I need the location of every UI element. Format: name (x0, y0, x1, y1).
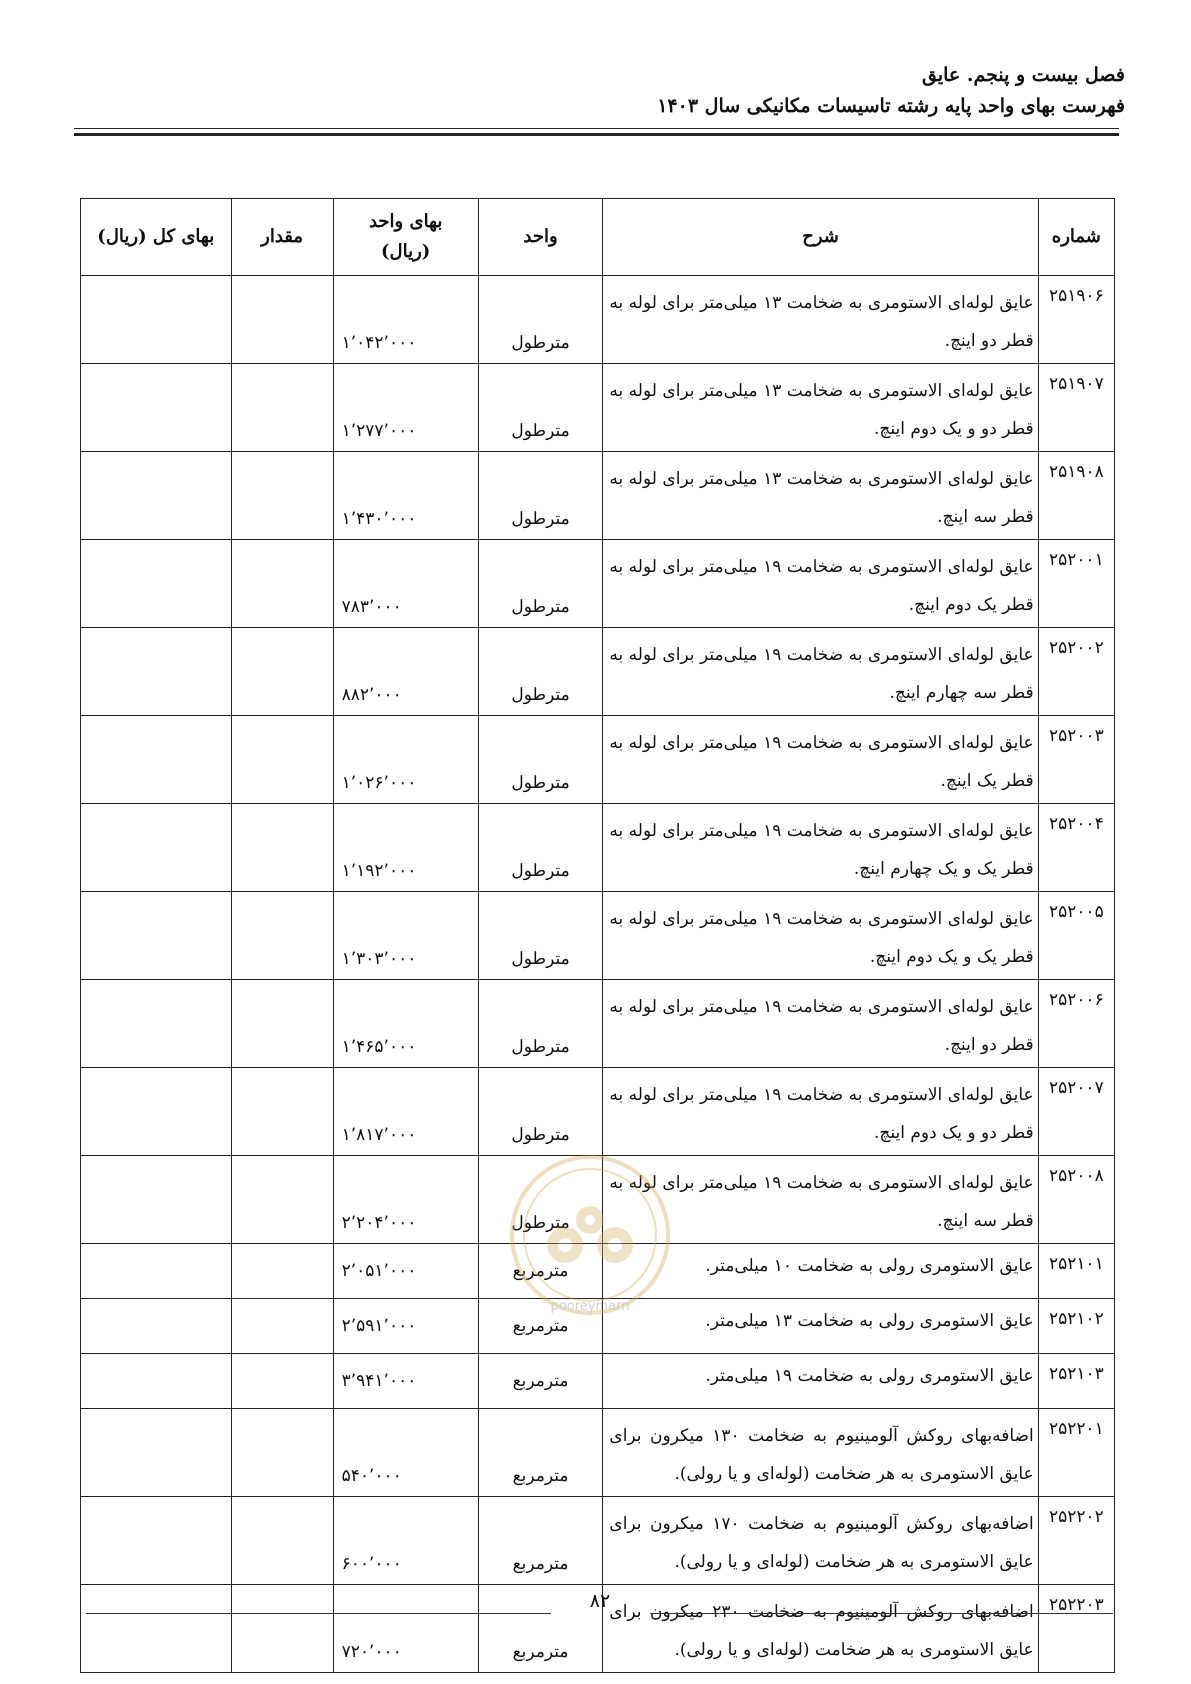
col-header-desc: شرح (603, 199, 1038, 276)
page-number: ۸۲ (589, 1590, 611, 1612)
col-header-code: شماره (1038, 199, 1114, 276)
table-row (81, 1354, 1115, 1409)
item-unit-price: ۱٬۰۲۶٬۰۰۰ (333, 716, 478, 804)
chapter-title: فصل بیست و پنجم. عایق (921, 64, 1125, 86)
item-unit-price: ۳٬۹۴۱٬۰۰۰ (333, 1354, 478, 1409)
item-unit-price: ۱٬۸۱۷٬۰۰۰ (333, 1068, 478, 1156)
item-description: عایق الاستومری رولی به ضخامت ۱۹ میلی‌متر. (603, 1354, 1038, 1409)
item-total (81, 628, 232, 716)
item-description: اضافه‌بهای روکش آلومینیوم به ضخامت ۱۷۰ میکرون برای عایق الاستومری به هر ضخامت (لوله‌ای و یا رولی). (603, 1497, 1038, 1585)
item-unit: مترمربع (478, 1585, 603, 1673)
col-header-unit-price-label: بهای واحد (368, 211, 443, 232)
table-row (81, 1068, 1115, 1156)
table-row (81, 804, 1115, 892)
item-total (81, 804, 232, 892)
item-description: عایق لوله‌ای الاستومری به ضخامت ۱۹ میلی‌متر برای لوله به قطر سه اینچ. (603, 1156, 1038, 1244)
item-qty (231, 1156, 333, 1244)
item-description: عایق لوله‌ای الاستومری به ضخامت ۱۹ میلی‌متر برای لوله به قطر سه چهارم اینچ. (603, 628, 1038, 716)
item-unit-price: ۷۸۳٬۰۰۰ (333, 540, 478, 628)
item-unit: مترمربع (478, 1244, 603, 1299)
page-header (657, 60, 1125, 122)
col-header-unit: واحد (478, 199, 603, 276)
item-unit: مترطول (478, 716, 603, 804)
item-unit-price: ۱٬۴۳۰٬۰۰۰ (333, 452, 478, 540)
item-qty (231, 1244, 333, 1299)
item-total (81, 364, 232, 452)
item-unit: مترطول (478, 1068, 603, 1156)
item-total (81, 1244, 232, 1299)
item-unit-price: ۱٬۲۷۷٬۰۰۰ (333, 364, 478, 452)
item-unit: مترطول (478, 980, 603, 1068)
item-description: عایق لوله‌ای الاستومری به ضخامت ۱۹ میلی‌متر برای لوله به قطر یک و یک دوم اینچ. (603, 892, 1038, 980)
table-row (81, 540, 1115, 628)
item-unit: مترمربع (478, 1497, 603, 1585)
item-total (81, 1585, 232, 1673)
item-unit-price: ۷۲۰٬۰۰۰ (333, 1585, 478, 1673)
item-qty (231, 980, 333, 1068)
item-description: عایق لوله‌ای الاستومری به ضخامت ۱۹ میلی‌متر برای لوله به قطر دو و یک دوم اینچ. (603, 1068, 1038, 1156)
item-code: ۲۵۱۹۰۷ (1038, 364, 1114, 452)
item-unit: مترمربع (478, 1354, 603, 1409)
item-code: ۲۵۲۰۰۸ (1038, 1156, 1114, 1244)
item-qty (231, 540, 333, 628)
item-code: ۲۵۲۱۰۲ (1038, 1299, 1114, 1354)
item-code: ۲۵۲۰۰۷ (1038, 1068, 1114, 1156)
item-qty (231, 276, 333, 364)
item-qty (231, 452, 333, 540)
item-code: ۲۵۲۰۰۲ (1038, 628, 1114, 716)
item-code: ۲۵۱۹۰۶ (1038, 276, 1114, 364)
table-header-row (81, 199, 1115, 276)
item-code: ۲۵۲۲۰۳ (1038, 1585, 1114, 1673)
item-unit: مترطول (478, 804, 603, 892)
table-row (81, 452, 1115, 540)
item-total (81, 980, 232, 1068)
item-total (81, 1497, 232, 1585)
item-code: ۲۵۱۹۰۸ (1038, 452, 1114, 540)
item-code: ۲۵۲۰۰۴ (1038, 804, 1114, 892)
item-qty (231, 1585, 333, 1673)
header-rule-thin (74, 128, 1119, 129)
item-description: عایق لوله‌ای الاستومری به ضخامت ۱۳ میلی‌متر برای لوله به قطر دو اینچ. (603, 276, 1038, 364)
item-unit: مترطول (478, 540, 603, 628)
item-qty (231, 1354, 333, 1409)
item-code: ۲۵۲۲۰۲ (1038, 1497, 1114, 1585)
table-row (81, 892, 1115, 980)
item-description: عایق الاستومری رولی به ضخامت ۱۳ میلی‌متر. (603, 1299, 1038, 1354)
table-row (81, 1299, 1115, 1354)
item-description: عایق لوله‌ای الاستومری به ضخامت ۱۹ میلی‌متر برای لوله به قطر دو اینچ. (603, 980, 1038, 1068)
item-description: اضافه‌بهای روکش آلومینیوم به ضخامت ۱۳۰ میکرون برای عایق الاستومری به هر ضخامت (لوله‌ای و یا رولی). (603, 1409, 1038, 1497)
item-unit: مترطول (478, 1156, 603, 1244)
item-total (81, 540, 232, 628)
table-row (81, 716, 1115, 804)
item-qty (231, 364, 333, 452)
item-unit-price: ۱٬۴۶۵٬۰۰۰ (333, 980, 478, 1068)
price-table (80, 198, 1115, 1673)
col-header-unit-price-sub: (ریال) (381, 241, 431, 262)
item-unit: مترطول (478, 364, 603, 452)
item-description: عایق لوله‌ای الاستومری به ضخامت ۱۳ میلی‌متر برای لوله به قطر سه اینچ. (603, 452, 1038, 540)
item-unit-price: ۲٬۲۰۴٬۰۰۰ (333, 1156, 478, 1244)
item-description: عایق لوله‌ای الاستومری به ضخامت ۱۳ میلی‌متر برای لوله به قطر دو و یک دوم اینچ. (603, 364, 1038, 452)
item-unit-price: ۲٬۵۹۱٬۰۰۰ (333, 1299, 478, 1354)
item-code: ۲۵۲۱۰۳ (1038, 1354, 1114, 1409)
header-rule-thick (74, 133, 1119, 136)
document-title: فهرست بهای واحد پایه رشته تاسیسات مکانیکی سال ۱۴۰۳ (657, 95, 1125, 117)
item-code: ۲۵۲۰۰۱ (1038, 540, 1114, 628)
item-description: عایق لوله‌ای الاستومری به ضخامت ۱۹ میلی‌متر برای لوله به قطر یک اینچ. (603, 716, 1038, 804)
table-row (81, 980, 1115, 1068)
item-total (81, 452, 232, 540)
item-code: ۲۵۲۰۰۶ (1038, 980, 1114, 1068)
item-qty (231, 716, 333, 804)
col-header-total: بهای کل (ریال) (81, 199, 232, 276)
table-row (81, 628, 1115, 716)
item-unit-price: ۱٬۳۰۳٬۰۰۰ (333, 892, 478, 980)
item-unit: مترمربع (478, 1299, 603, 1354)
item-unit-price: ۱٬۰۴۲٬۰۰۰ (333, 276, 478, 364)
item-total (81, 1068, 232, 1156)
table-row (81, 1156, 1115, 1244)
item-unit-price: ۲٬۰۵۱٬۰۰۰ (333, 1244, 478, 1299)
item-total (81, 1156, 232, 1244)
item-description: عایق الاستومری رولی به ضخامت ۱۰ میلی‌متر. (603, 1244, 1038, 1299)
item-unit-price: ۵۴۰٬۰۰۰ (333, 1409, 478, 1497)
item-qty (231, 1497, 333, 1585)
item-unit: مترطول (478, 892, 603, 980)
item-code: ۲۵۲۱۰۱ (1038, 1244, 1114, 1299)
item-description: عایق لوله‌ای الاستومری به ضخامت ۱۹ میلی‌متر برای لوله به قطر یک و یک چهارم اینچ. (603, 804, 1038, 892)
item-qty (231, 628, 333, 716)
item-code: ۲۵۲۰۰۳ (1038, 716, 1114, 804)
item-total (81, 1299, 232, 1354)
item-qty (231, 804, 333, 892)
item-total (81, 716, 232, 804)
table-row (81, 276, 1115, 364)
item-description: اضافه‌بهای روکش آلومینیوم به ضخامت ۲۳۰ میکرون برای عایق الاستومری به هر ضخامت (لوله‌ای و یا رولی). (603, 1585, 1038, 1673)
item-total (81, 892, 232, 980)
item-unit: مترطول (478, 276, 603, 364)
item-unit-price: ۶۰۰٬۰۰۰ (333, 1497, 478, 1585)
watermark-text: pooreymarn (550, 1299, 630, 1314)
item-description: عایق لوله‌ای الاستومری به ضخامت ۱۹ میلی‌متر برای لوله به قطر یک دوم اینچ. (603, 540, 1038, 628)
item-qty (231, 1068, 333, 1156)
item-total (81, 276, 232, 364)
col-header-qty: مقدار (231, 199, 333, 276)
item-qty (231, 1299, 333, 1354)
item-unit: مترمربع (478, 1409, 603, 1497)
item-qty (231, 1409, 333, 1497)
footer-rule-right (650, 1613, 1113, 1614)
table-row (81, 1409, 1115, 1497)
item-unit-price: ۸۸۲٬۰۰۰ (333, 628, 478, 716)
item-unit: مترطول (478, 628, 603, 716)
footer-rule-left (86, 1613, 551, 1614)
table-row (81, 1244, 1115, 1299)
item-unit: مترطول (478, 452, 603, 540)
col-header-unit-price (333, 199, 478, 276)
item-unit-price: ۱٬۱۹۲٬۰۰۰ (333, 804, 478, 892)
item-total (81, 1409, 232, 1497)
table-row (81, 1497, 1115, 1585)
item-code: ۲۵۲۰۰۵ (1038, 892, 1114, 980)
item-total (81, 1354, 232, 1409)
table-row (81, 364, 1115, 452)
item-code: ۲۵۲۲۰۱ (1038, 1409, 1114, 1497)
item-qty (231, 892, 333, 980)
